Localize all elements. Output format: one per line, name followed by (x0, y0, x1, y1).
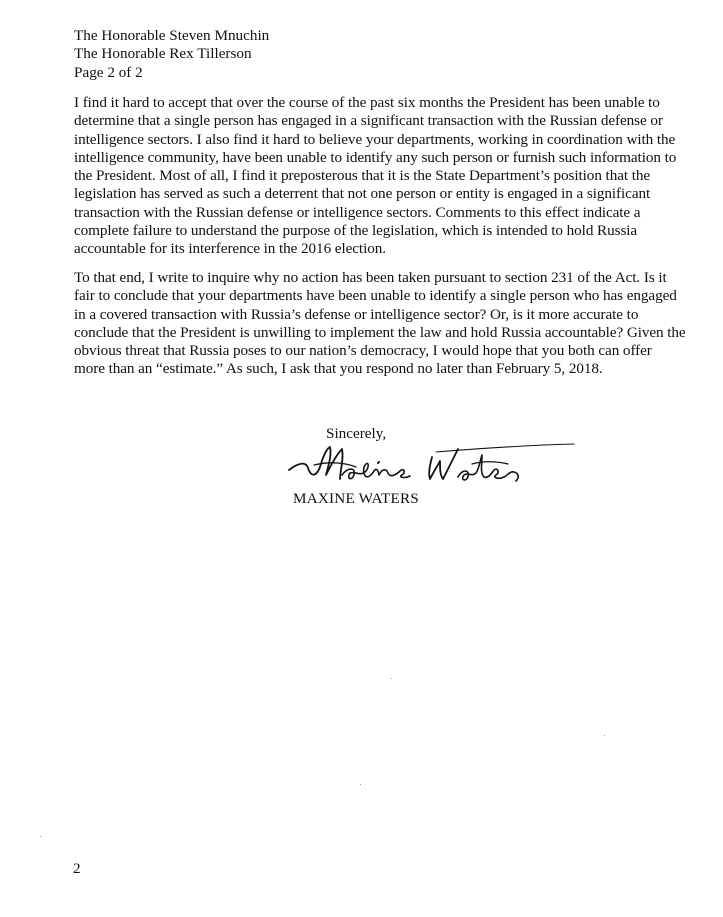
page-label: Page 2 of 2 (74, 63, 143, 81)
body-paragraph-2: To that end, I write to inquire why no action has been taken pursuant to section 231 of the Act. Is it fair to conclude that your departments have been unable to identify a single person who has engaged in a covered transaction with Russia’s defense or intelligence sector? Or, is it more accurate to conclude that the President is unwilling to implement the law and hold Russia accountable? Given the obvious threat that Russia poses to our nation’s democracy, I would hope that you both can offer more than an “estimate.” As such, I ask that you respond no later than February 5, 2018. (74, 269, 686, 378)
body-paragraph-1: I find it hard to accept that over the course of the past six months the President has been unable to determine that a single person has engaged in a significant transaction with the Russian defense or intelligence sectors. I also find it hard to believe your departments, working in coordination with the intelligence community, have been unable to identify any such person or furnish such information to the President. Most of all, I find it preposterous that it is the State Department’s position that the legislation has served as such a deterrent that not one person or entity is engaged in a significant transaction with the Russian defense or intelligence sectors. Comments to this effect indicate a complete failure to understand the purpose of the legislation, which is intended to hold Russia accountable for its interference in the 2016 election. (74, 94, 677, 258)
recipient-line-mnuchin: The Honorable Steven Mnuchin (74, 27, 270, 44)
scan-speck (40, 836, 41, 837)
scan-speck (604, 735, 605, 736)
valediction: Sincerely, (326, 425, 387, 442)
scan-speck (391, 678, 392, 679)
handwritten-signature (286, 437, 586, 493)
letter-header (74, 27, 674, 82)
recipient-line-tillerson: The Honorable Rex Tillerson (74, 45, 252, 63)
signer-name: MAXINE WATERS (293, 490, 419, 507)
scan-speck (360, 784, 361, 785)
page-number: 2 (73, 860, 81, 877)
